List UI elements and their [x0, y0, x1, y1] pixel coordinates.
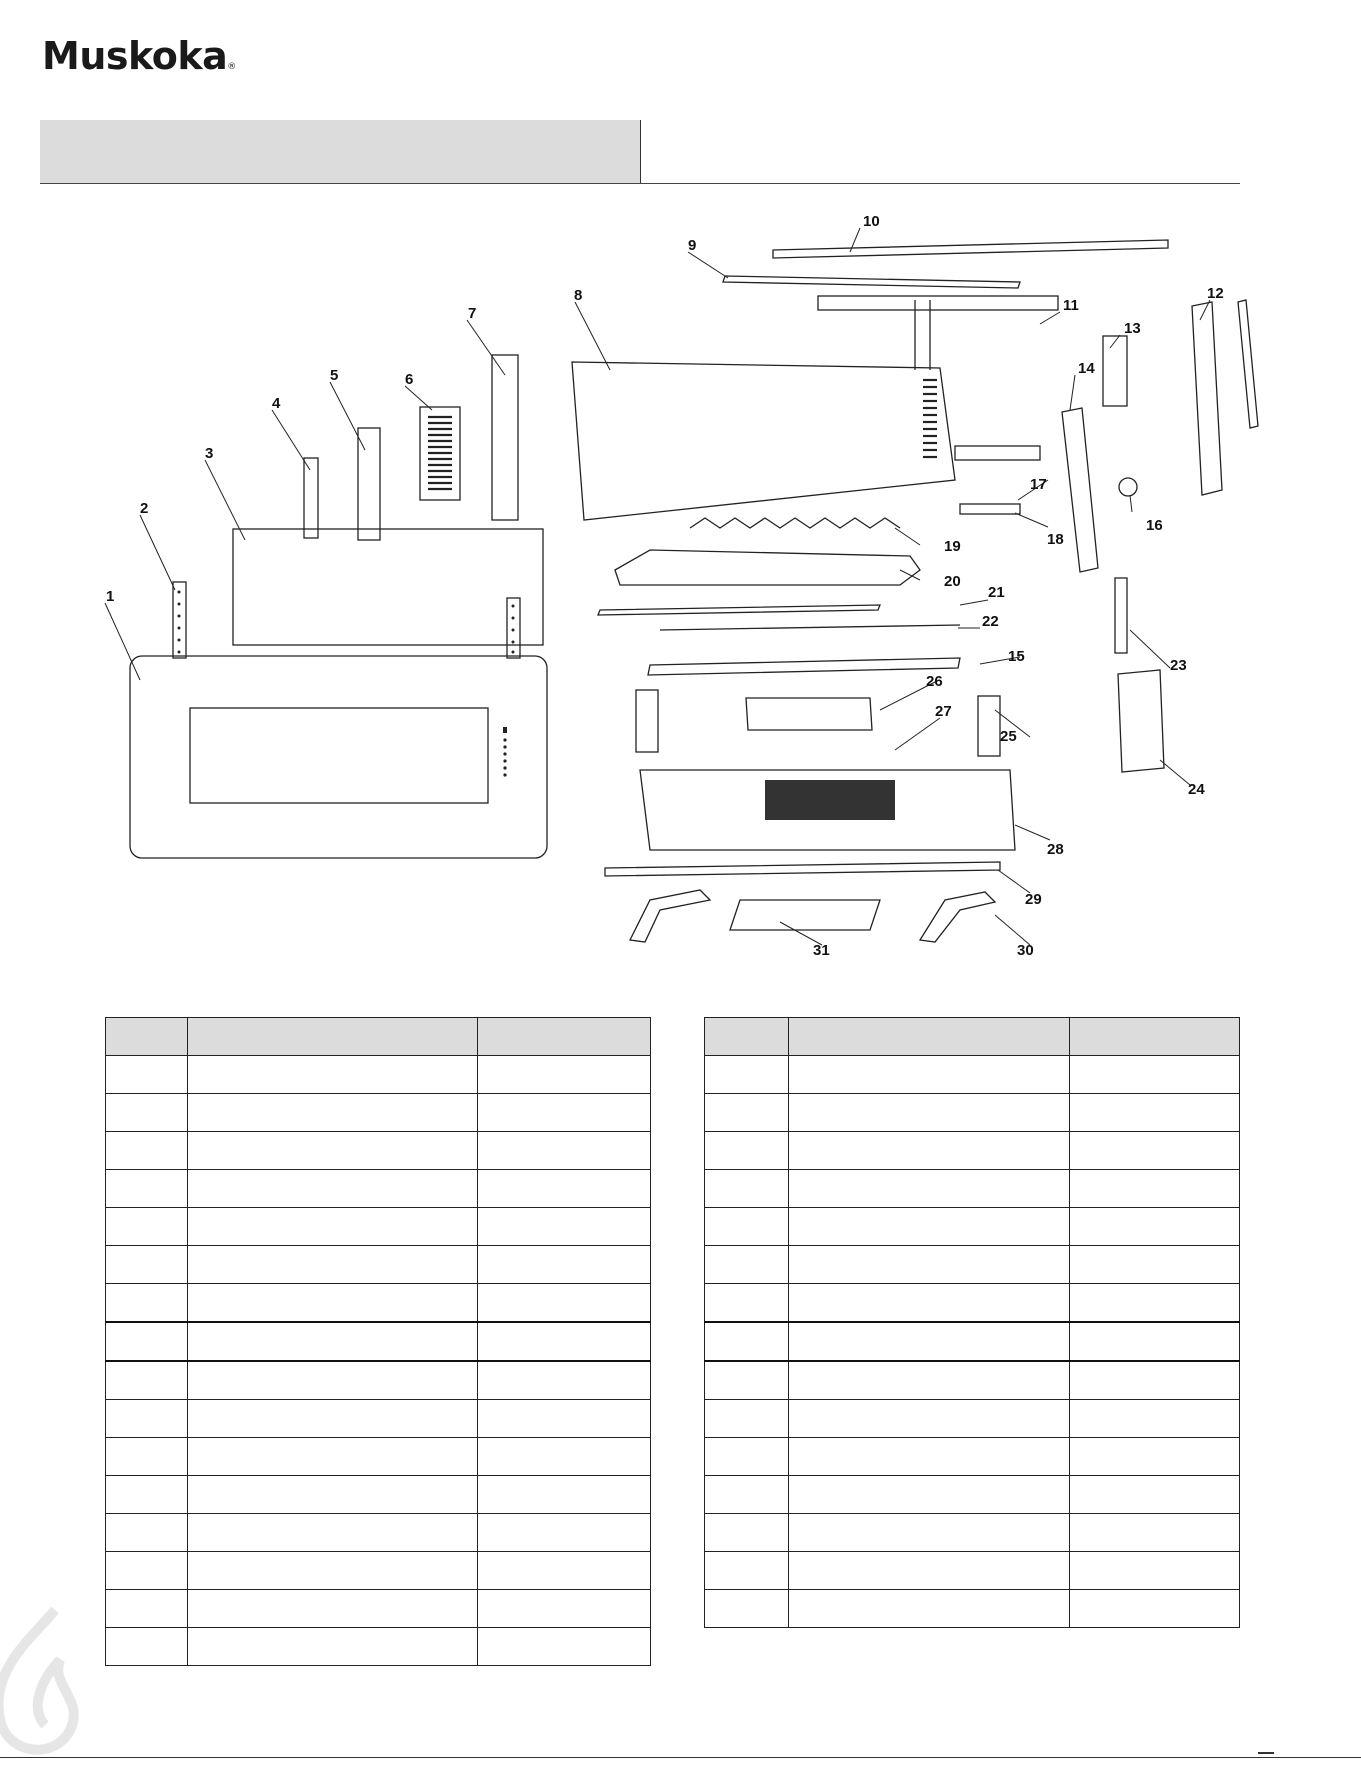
- table-row: [106, 1400, 651, 1438]
- callout-18: 18: [1047, 531, 1064, 548]
- callout-10: 10: [863, 213, 880, 230]
- table-row: [106, 1094, 651, 1132]
- callout-19: 19: [944, 538, 961, 555]
- callout-13: 13: [1124, 320, 1141, 337]
- callout-23: 23: [1170, 657, 1187, 674]
- table-row: [705, 1552, 1240, 1590]
- callout-5: 5: [330, 367, 339, 384]
- callout-20: 20: [944, 573, 961, 590]
- callout-11: 11: [1063, 297, 1079, 314]
- callout-leaders: [105, 228, 1210, 945]
- part-lower-assembly: [636, 578, 1164, 850]
- footer-rule: [0, 1757, 1361, 1758]
- table-row: [106, 1514, 651, 1552]
- callout-27: 27: [935, 703, 952, 720]
- table-row: [705, 1476, 1240, 1514]
- table-row: [705, 1284, 1240, 1323]
- parts-table-left: [105, 1017, 651, 1666]
- table-row: [705, 1400, 1240, 1438]
- brand-name: Muskoka: [42, 34, 228, 78]
- callout-1: 1: [106, 588, 115, 605]
- callout-26: 26: [926, 673, 943, 690]
- part-brackets: [173, 582, 520, 658]
- callout-12: 12: [1207, 285, 1224, 302]
- table-row: [106, 1284, 651, 1323]
- callout-31: 31: [813, 942, 830, 959]
- callout-22: 22: [982, 613, 999, 630]
- callout-25: 25: [1000, 728, 1017, 745]
- callout-4: 4: [272, 395, 281, 412]
- callout-14: 14: [1078, 360, 1095, 377]
- part-right-components: [960, 300, 1258, 572]
- table-header: [106, 1018, 651, 1056]
- callout-15: 15: [1008, 648, 1025, 665]
- table-row: [106, 1132, 651, 1170]
- callout-labels: [106, 213, 1224, 959]
- table-row: [106, 1628, 651, 1666]
- part-ember-bed: [598, 518, 960, 675]
- table-row: [705, 1246, 1240, 1284]
- table-row: [705, 1094, 1240, 1132]
- callout-24: 24: [1188, 781, 1205, 798]
- part-front-panel: [130, 656, 547, 858]
- table-row: [705, 1590, 1240, 1628]
- callout-16: 16: [1146, 517, 1163, 534]
- part-base-and-feet: [605, 862, 1000, 942]
- table-row: [705, 1322, 1240, 1361]
- callout-21: 21: [988, 584, 1005, 601]
- footer-mark: [1258, 1752, 1274, 1754]
- table-row: [106, 1476, 651, 1514]
- table-row: [106, 1246, 651, 1284]
- table-row: [106, 1322, 651, 1361]
- table-row: [705, 1208, 1240, 1246]
- table-row: [705, 1056, 1240, 1094]
- table-row: [106, 1361, 651, 1400]
- table-row: [705, 1438, 1240, 1476]
- flame-watermark-icon: [0, 1600, 110, 1770]
- part-top-covers: [723, 240, 1168, 310]
- table-row: [705, 1170, 1240, 1208]
- callout-17: 17: [1030, 476, 1047, 493]
- table-row: [705, 1132, 1240, 1170]
- brand-logo: [42, 34, 236, 78]
- table-row: [106, 1552, 651, 1590]
- parts-table-right: [704, 1017, 1240, 1628]
- table-header: [705, 1018, 1240, 1056]
- table-row: [106, 1208, 651, 1246]
- registered-mark: ®: [227, 62, 236, 72]
- callout-29: 29: [1025, 891, 1042, 908]
- table-row: [705, 1514, 1240, 1552]
- header-rule: [40, 183, 1240, 184]
- callout-9: 9: [688, 237, 697, 254]
- callout-6: 6: [405, 371, 414, 388]
- callout-2: 2: [140, 500, 149, 517]
- callout-30: 30: [1017, 942, 1034, 959]
- table-row: [106, 1056, 651, 1094]
- callout-28: 28: [1047, 841, 1064, 858]
- table-row: [705, 1361, 1240, 1400]
- callout-3: 3: [205, 445, 214, 462]
- part-housing: [572, 300, 1040, 520]
- callout-7: 7: [468, 305, 477, 322]
- header-band: [40, 120, 641, 183]
- table-row: [106, 1438, 651, 1476]
- table-row: [106, 1170, 651, 1208]
- part-back-panel: [233, 529, 543, 645]
- callout-8: 8: [574, 287, 583, 304]
- exploded-parts-diagram: [0, 210, 1361, 980]
- table-row: [106, 1590, 651, 1628]
